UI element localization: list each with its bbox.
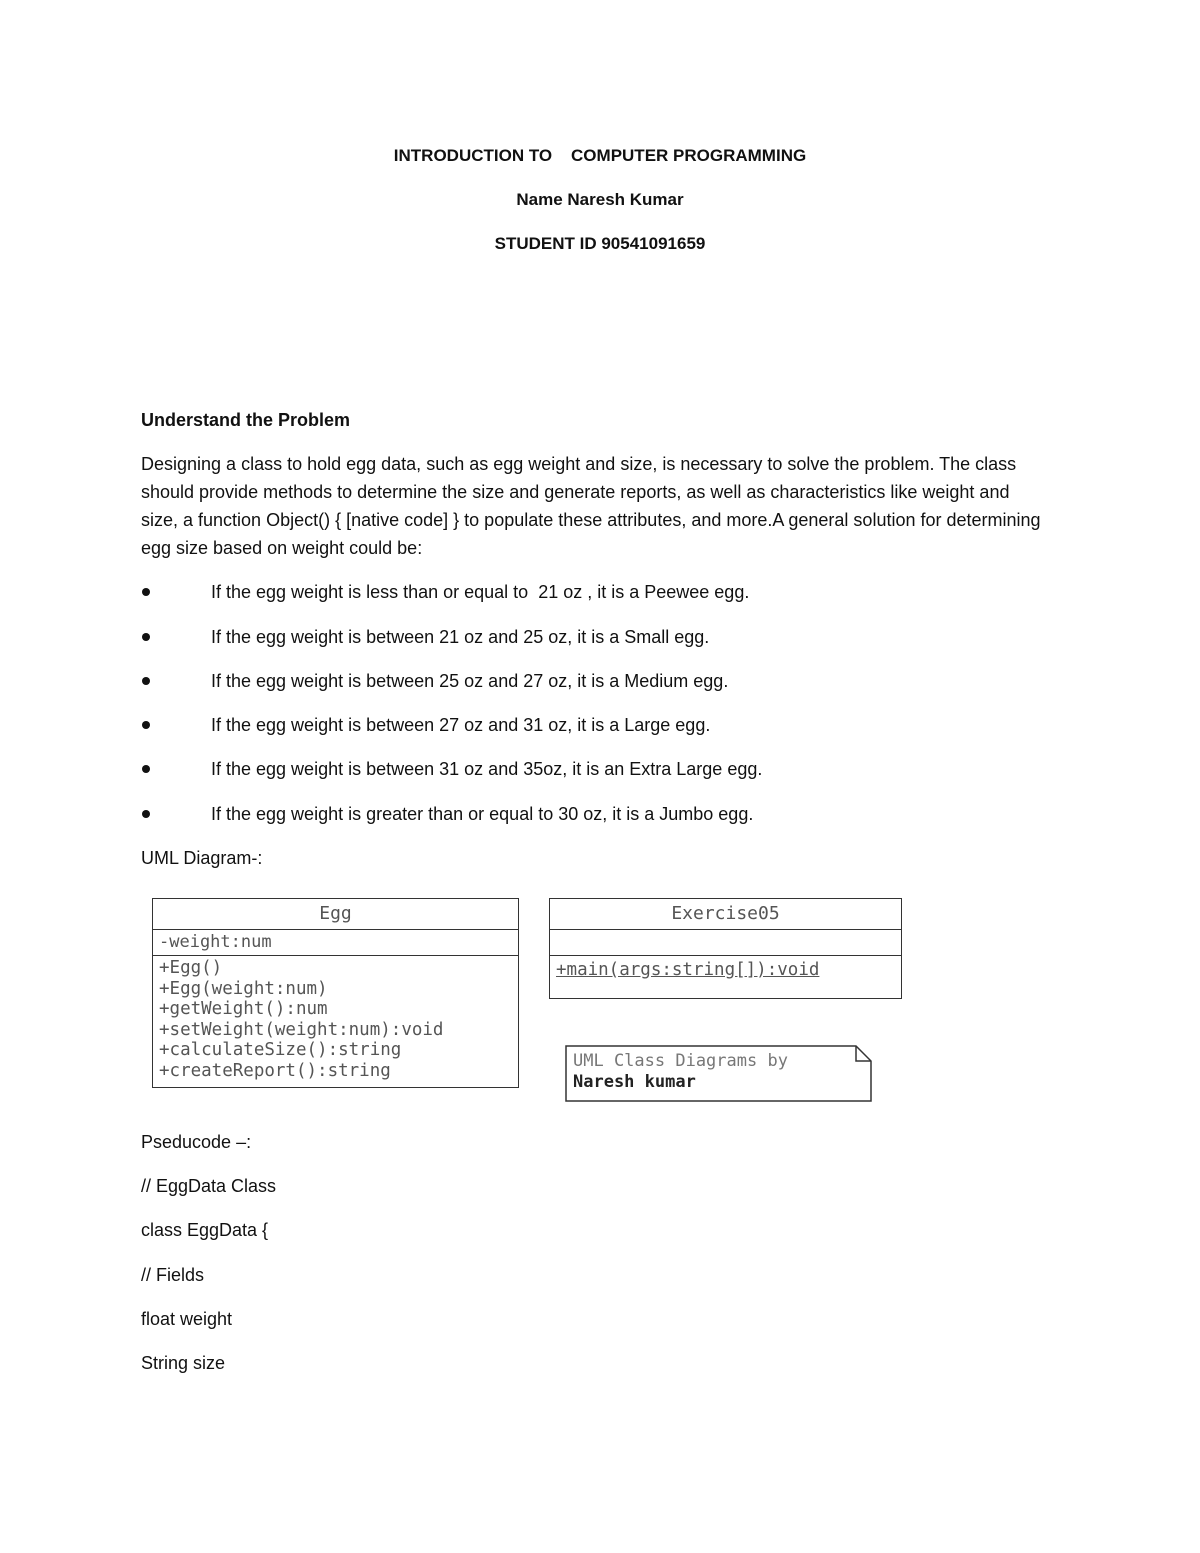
bullet-icon	[142, 721, 150, 729]
list-item-text: If the egg weight is between 25 oz and 27 oz, it is a Medium egg.	[211, 671, 729, 691]
list-item	[141, 757, 1041, 781]
bullet-icon	[142, 588, 150, 596]
uml-method: +createReport():string	[159, 1060, 391, 1081]
pseudocode-line: String size	[141, 1353, 226, 1373]
list-item-text: If the egg weight is between 21 oz and 25 oz, it is a Small egg.	[211, 627, 710, 647]
uml-attribute: -weight:num	[159, 932, 272, 952]
uml-method: +Egg(weight:num)	[159, 978, 328, 999]
list-item-text: If the egg weight is greater than or equal to 30 oz, it is a Jumbo egg.	[211, 804, 754, 824]
pseudocode-line: class EggData {	[141, 1220, 269, 1240]
note-line-1: UML Class Diagrams by	[573, 1051, 788, 1071]
list-item	[141, 669, 1041, 693]
student-name: Name Naresh Kumar	[516, 190, 684, 209]
pseudocode-line: // EggData Class	[141, 1176, 277, 1196]
document-title: INTRODUCTION TO COMPUTER PROGRAMMING	[393, 146, 807, 165]
uml-class-name: Exercise05	[550, 899, 901, 930]
uml-method: +getWeight():num	[159, 999, 328, 1019]
uml-class-attributes	[550, 930, 901, 956]
section-heading-understand-problem: Understand the Problem	[141, 410, 351, 430]
bullet-icon	[142, 765, 150, 773]
list-item	[141, 713, 1041, 737]
list-item	[141, 580, 1041, 604]
uml-class-attributes	[153, 930, 518, 956]
problem-paragraph: Designing a class to hold egg data, such as egg weight and size, is necessary to solve the problem. The class should provide methods to determine the size and generate reports, as well as characteristics like weight and size, a function Object() { [native code] } to populate these attributes, and more.A general solution for determining egg size based on weight could be:	[141, 454, 1041, 558]
bullet-icon	[142, 810, 150, 818]
bullet-icon	[142, 677, 150, 685]
note-line-2: Naresh kumar	[573, 1072, 696, 1092]
pseudocode-label: Pseducode –:	[141, 1132, 252, 1152]
pseudocode-line: float weight	[141, 1309, 233, 1329]
uml-diagram-label: UML Diagram-:	[141, 848, 263, 868]
uml-class-egg	[152, 898, 519, 1088]
uml-method: +main(args:string[]):void	[556, 960, 820, 980]
list-item	[141, 625, 1041, 649]
uml-class-exercise05	[549, 898, 902, 999]
pseudocode-line: // Fields	[141, 1265, 205, 1285]
list-item	[141, 802, 1041, 826]
uml-method: +Egg()	[159, 958, 223, 978]
uml-class-methods	[550, 956, 901, 981]
uml-note	[565, 1045, 872, 1102]
list-item-text: If the egg weight is between 31 oz and 35oz, it is an Extra Large egg.	[211, 759, 763, 779]
list-item-text: If the egg weight is between 27 oz and 31 oz, it is a Large egg.	[211, 715, 711, 735]
student-id: STUDENT ID 90541091659	[494, 234, 706, 253]
uml-method: +calculateSize():string	[159, 1040, 402, 1060]
uml-class-methods	[153, 956, 518, 1081]
uml-method: +setWeight(weight:num):void	[159, 1019, 444, 1040]
list-item-text: If the egg weight is less than or equal to 21 oz , it is a Peewee egg.	[211, 582, 750, 602]
bullet-icon	[142, 633, 150, 641]
uml-class-name: Egg	[153, 899, 518, 930]
